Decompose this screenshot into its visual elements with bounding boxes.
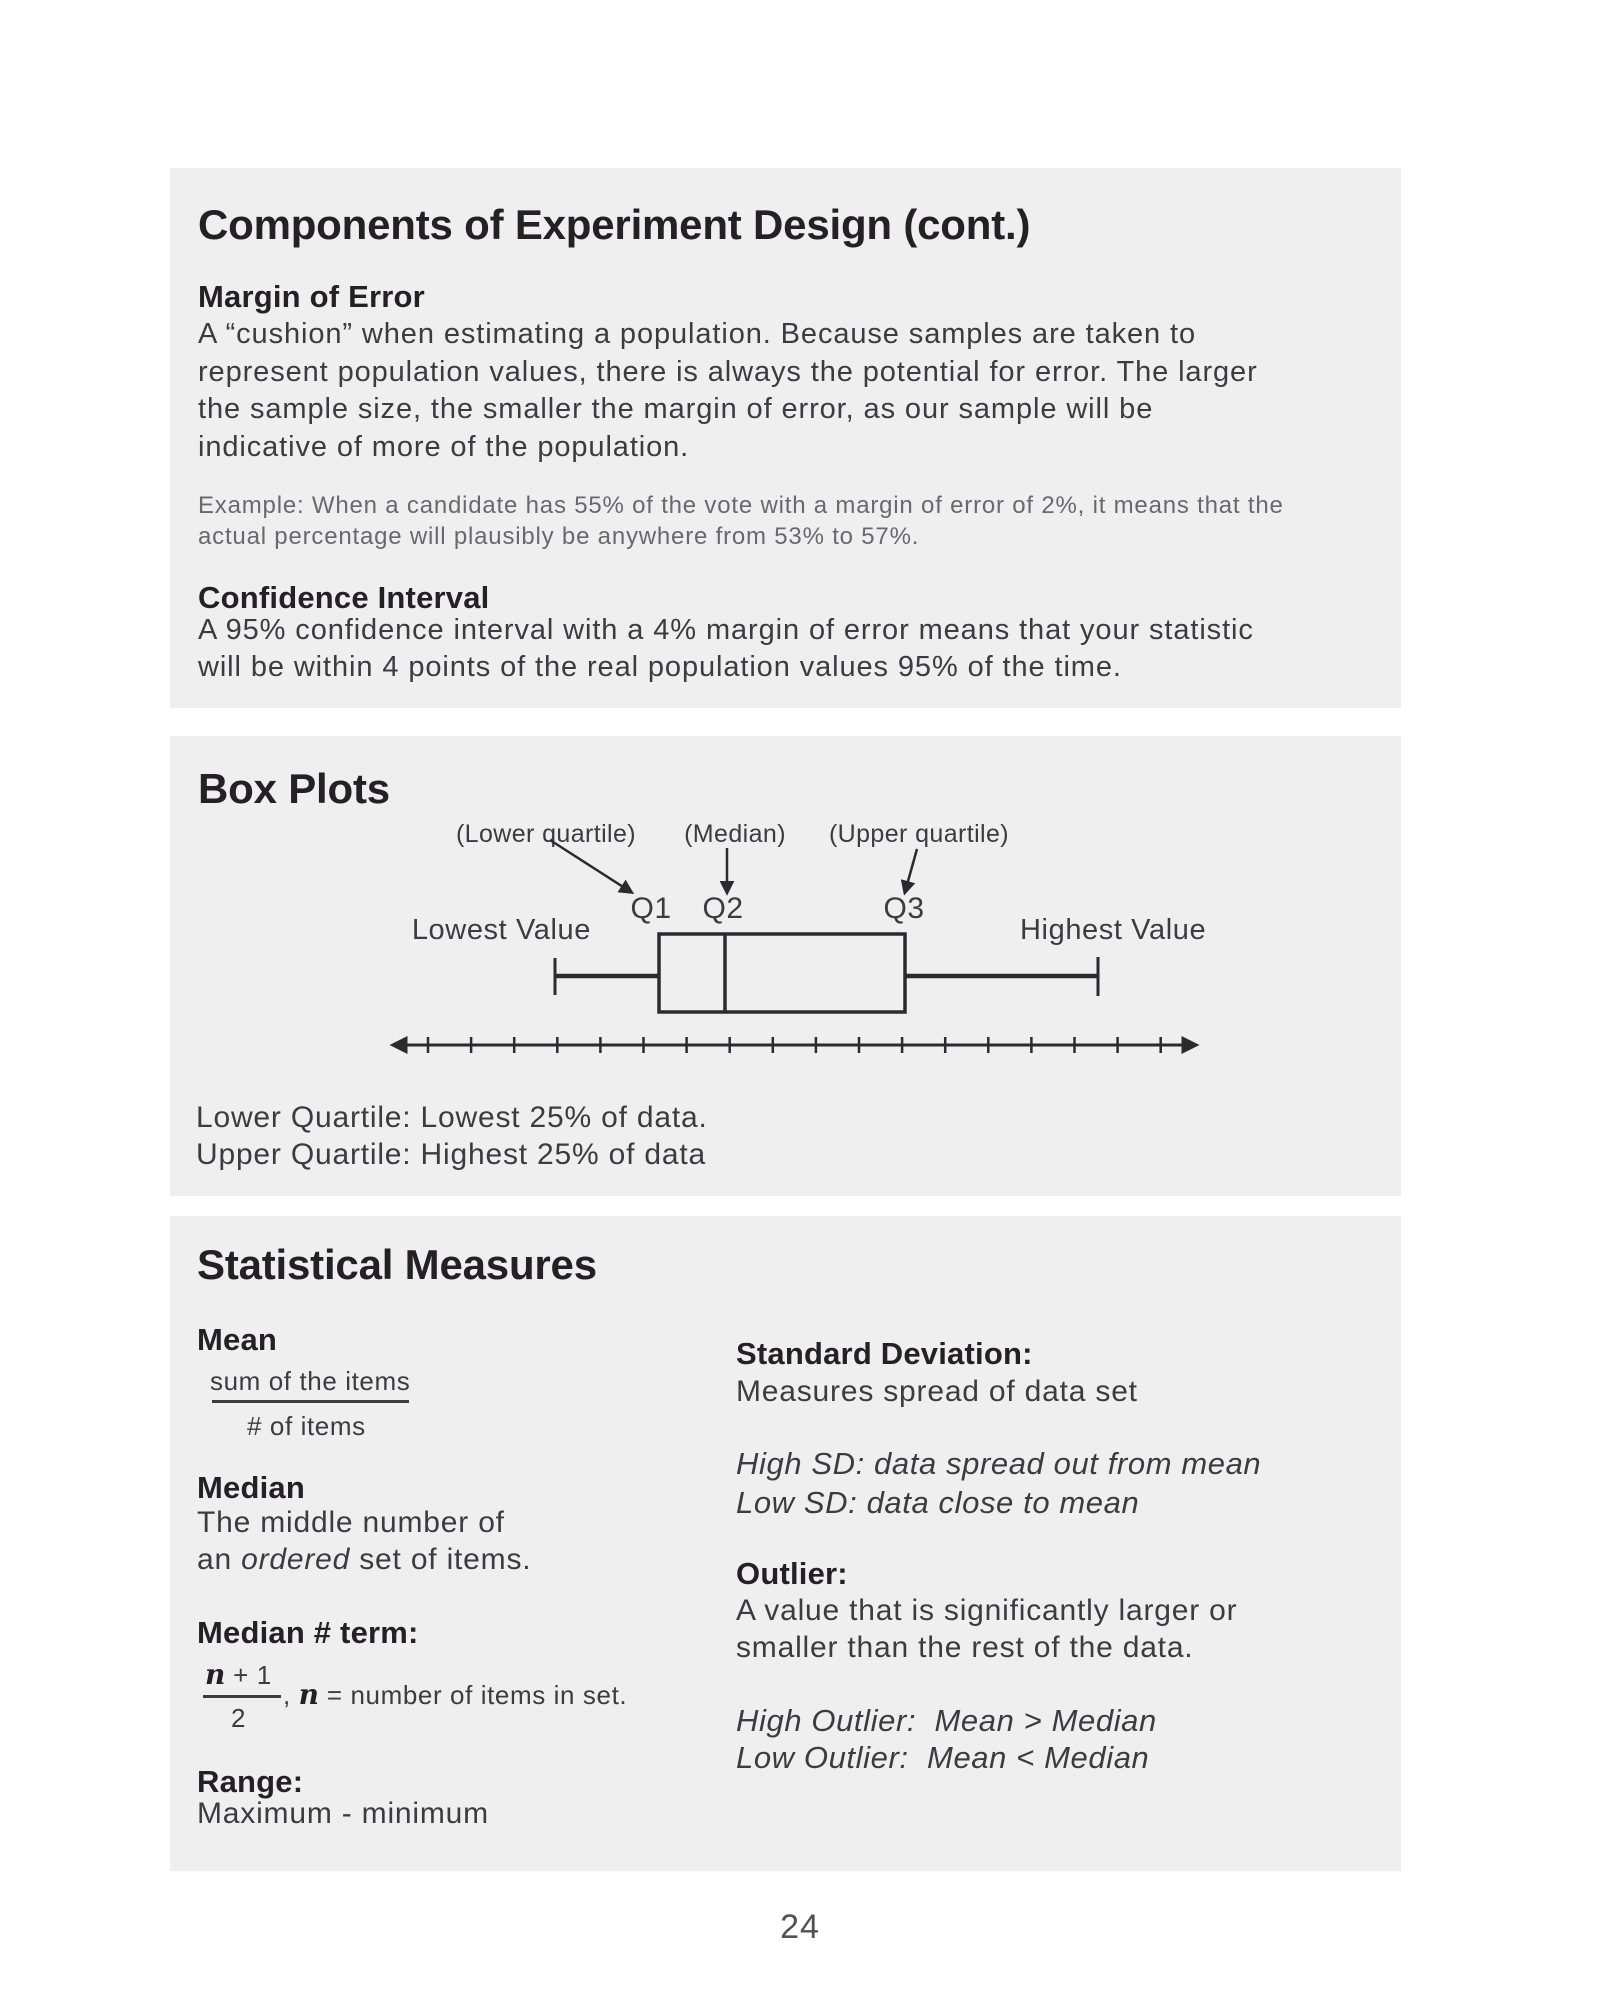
- mean-fraction-numerator: sum of the items: [210, 1366, 411, 1396]
- median-term-note: [283, 1678, 627, 1711]
- outlier-definition-line: A value that is significantly larger or: [736, 1594, 1238, 1627]
- median-line2-ordered: ordered: [241, 1543, 351, 1576]
- outlier-definition-line: smaller than the rest of the data.: [736, 1631, 1194, 1664]
- callout-median: (Median): [684, 820, 786, 848]
- median-line2-post: set of items.: [350, 1543, 532, 1576]
- section-title-box-plots: Box Plots: [198, 765, 390, 812]
- label-highest-value: Highest Value: [1020, 914, 1207, 946]
- note-lower-quartile: Lower Quartile: Lowest 25% of data.: [196, 1101, 708, 1134]
- median-term-comma: ,: [283, 1680, 299, 1710]
- margin-of-error-line: indicative of more of the population.: [198, 431, 690, 463]
- section-title-experiment-design: Components of Experiment Design (cont.): [198, 201, 1031, 248]
- callout-arrow-lower-quartile: [550, 840, 631, 892]
- label-lowest-value: Lowest Value: [411, 914, 591, 946]
- margin-of-error-line: the sample size, the smaller the margin of error, as our sample will be: [198, 393, 1154, 425]
- margin-of-error-line: A “cushion” when estimating a population. Because samples are taken to: [198, 318, 1196, 350]
- callout-arrow-upper-quartile: [905, 849, 917, 892]
- median-term-plus-one: + 1: [225, 1660, 272, 1690]
- median-term-n: n: [205, 1658, 226, 1691]
- confidence-interval-line: will be within 4 points of the real population values 95% of the time.: [198, 651, 1122, 683]
- heading-margin-of-error: Margin of Error: [198, 279, 425, 314]
- median-definition-line: The middle number of: [197, 1506, 505, 1539]
- confidence-interval-line: A 95% confidence interval with a 4% margin of error means that your statistic: [198, 614, 1254, 646]
- heading-confidence-interval: Confidence Interval: [198, 580, 490, 615]
- median-line2-pre: an: [197, 1543, 242, 1576]
- median-term-denominator: 2: [231, 1703, 247, 1733]
- median-term-fraction-bar: [203, 1695, 281, 1698]
- heading-outlier: Outlier:: [736, 1556, 848, 1591]
- mean-fraction-denominator: # of items: [247, 1411, 366, 1441]
- label-q2: Q2: [702, 892, 744, 925]
- standard-deviation-definition: Measures spread of data set: [736, 1375, 1138, 1408]
- section-title-statistical-measures: Statistical Measures: [197, 1241, 597, 1288]
- median-term-note-text: = number of items in set.: [319, 1680, 628, 1710]
- low-sd-note: Low SD: data close to mean: [736, 1485, 1140, 1520]
- heading-mean: Mean: [197, 1322, 278, 1357]
- low-outlier-note: Low Outlier: Mean < Median: [736, 1740, 1150, 1775]
- high-sd-note: High SD: data spread out from mean: [736, 1446, 1262, 1481]
- box-plot-box: [659, 934, 905, 1012]
- note-upper-quartile: Upper Quartile: Highest 25% of data: [196, 1138, 706, 1171]
- heading-standard-deviation: Standard Deviation:: [736, 1336, 1033, 1371]
- heading-range: Range:: [197, 1764, 304, 1799]
- example-line: Example: When a candidate has 55% of the vote with a margin of error of 2%, it means that the: [198, 492, 1284, 519]
- range-definition: Maximum - minimum: [197, 1797, 489, 1830]
- mean-fraction-bar: [212, 1400, 409, 1403]
- heading-median-term: Median # term:: [197, 1615, 419, 1650]
- median-term-numerator: [205, 1658, 272, 1691]
- median-definition-line: [197, 1542, 531, 1577]
- callout-upper-quartile: (Upper quartile): [828, 820, 1010, 848]
- label-q3: Q3: [883, 892, 925, 925]
- margin-of-error-line: represent population values, there is always the potential for error. The larger: [198, 356, 1258, 388]
- heading-median: Median: [197, 1470, 305, 1505]
- example-line: actual percentage will plausibly be anywhere from 53% to 57%.: [198, 523, 920, 550]
- high-outlier-note: High Outlier: Mean > Median: [736, 1703, 1157, 1738]
- page-number: 24: [780, 1908, 820, 1946]
- label-q1: Q1: [630, 892, 672, 925]
- median-term-n2: n: [298, 1678, 320, 1711]
- callout-lower-quartile: (Lower quartile): [455, 820, 637, 848]
